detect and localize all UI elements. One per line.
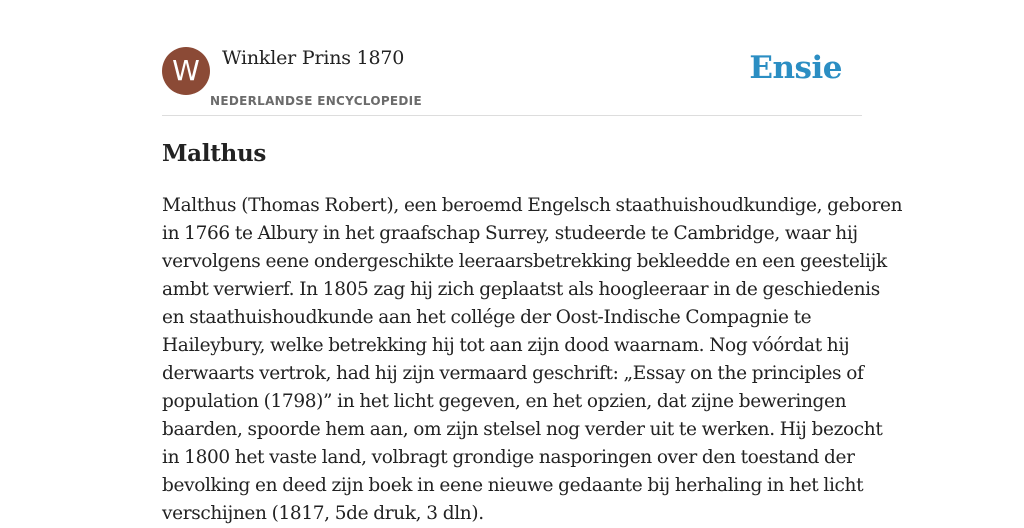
entry-text-line: population (1798)” in het licht gegeven, en het opzien, dat zijne beweringen	[162, 391, 847, 412]
entry-title: Malthus	[162, 140, 267, 167]
entry-text-line: baarden, spoorde hem aan, om zijn stelsel nog verder uit te werken. Hij bezocht	[162, 419, 883, 440]
entry-text-line: Malthus (Thomas Robert), een beroemd Engelsch staathuishoudkundige, geboren	[162, 195, 903, 216]
entry-text-line: ambt verwierf. In 1805 zag hij zich geplaatst als hoogleeraar in de geschiedenis	[162, 279, 880, 300]
entry-text-line: en staathuishoudkunde aan het collége der Oost-Indische Compagnie te	[162, 307, 812, 328]
entry-text-line: vervolgens eene ondergeschikte leeraarsbetrekking bekleedde en een geestelijk	[162, 251, 887, 272]
site-header	[162, 44, 862, 116]
entry-text-line: Haileybury, welke betrekking hij tot aan zijn dood waarnam. Nog vóórdat hij	[162, 335, 850, 356]
entry-text-line: verschijnen (1817, 5de druk, 3 dln).	[162, 503, 484, 524]
entry-text-line: bevolking en deed zijn boek in eene nieuwe gedaante bij herhaling in het licht	[162, 475, 864, 496]
entry-text-line: derwaarts vertrok, had hij zijn vermaard geschrift: „Essay on the principles of	[162, 363, 864, 384]
source-subtitle: NEDERLANDSE ENCYCLOPEDIE	[210, 94, 422, 108]
entry-text-line: in 1800 het vaste land, volbragt grondige nasporingen over den toestand der	[162, 447, 855, 468]
source-title-link[interactable]: Winkler Prins 1870	[222, 47, 405, 69]
ensie-logo-link[interactable]: Ensie	[749, 50, 842, 86]
source-avatar[interactable]: W	[162, 47, 210, 95]
entry-body	[162, 192, 903, 528]
entry-text-line: in 1766 te Albury in het graafschap Surrey, studeerde te Cambridge, waar hij	[162, 223, 858, 244]
